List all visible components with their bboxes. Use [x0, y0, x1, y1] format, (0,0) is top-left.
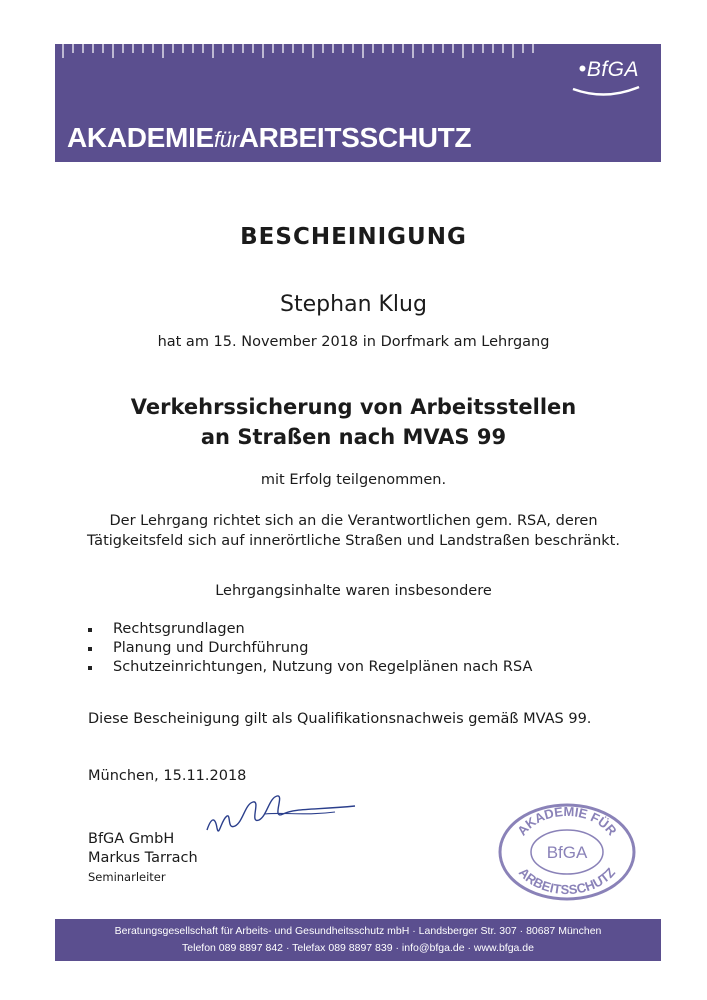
attendance-text: hat am 15. November 2018 in Dorfmark am Lehrgang	[157, 334, 550, 350]
signature-image	[205, 790, 365, 850]
stamp-top-text: AKADEMIE FÜR	[514, 803, 620, 839]
list-item	[88, 639, 532, 658]
academy-title	[67, 122, 471, 154]
bullet-icon	[88, 666, 92, 670]
academy-title-part1: AKADEMIE	[67, 122, 214, 153]
company-name: BfGA GmbH	[88, 831, 175, 847]
description-line1: Der Lehrgang richtet sich an die Verantwortlichen gem. RSA, deren	[109, 513, 598, 529]
academy-title-part3: ARBEITSSCHUTZ	[238, 122, 472, 153]
description-line2: Tätigkeitsfeld sich auf innerörtliche Straßen und Landstraßen beschränkt.	[87, 533, 620, 549]
signatory-role: Seminarleiter	[88, 870, 166, 884]
footer-banner	[55, 919, 661, 961]
contents-heading: Lehrgangsinhalte waren insbesondere	[215, 583, 492, 599]
list-item-text: Planung und Durchführung	[113, 640, 309, 656]
stamp-center-text: BfGA	[546, 843, 588, 862]
logo-swoosh-icon	[571, 85, 641, 99]
signatory-name: Markus Tarrach	[88, 850, 198, 866]
contents-list	[88, 620, 532, 677]
validity-statement: Diese Bescheinigung gilt als Qualifikationsnachweis gemäß MVAS 99.	[88, 711, 592, 727]
course-title	[0, 392, 707, 452]
course-title-line2: an Straßen nach MVAS 99	[200, 425, 507, 449]
bullet-icon	[88, 628, 92, 632]
list-item-text: Schutzeinrichtungen, Nutzung von Regelplänen nach RSA	[113, 659, 533, 675]
list-item	[88, 620, 532, 639]
certificate-title: BESCHEINIGUNG	[240, 224, 467, 250]
stamp-bottom-text: ARBEITSSCHUTZ	[515, 864, 619, 898]
academy-stamp	[497, 802, 637, 902]
course-title-line1: Verkehrssicherung von Arbeitsstellen	[130, 395, 577, 419]
signature-block	[88, 830, 198, 887]
ruler-decoration	[55, 44, 661, 66]
academy-title-part2: für	[213, 127, 239, 152]
course-description	[0, 511, 707, 551]
list-item-text: Rechtsgrundlagen	[113, 621, 245, 637]
svg-text:AKADEMIE FÜR	[514, 804, 620, 839]
header-banner	[55, 44, 661, 162]
bullet-icon	[88, 647, 92, 651]
success-text: mit Erfolg teilgenommen.	[260, 472, 447, 488]
bfga-logo: •BfGA	[578, 56, 639, 81]
bfga-logo-text: BfGA	[586, 58, 639, 81]
participant-name: Stephan Klug	[280, 292, 427, 317]
footer-contact: Telefon 089 8897 842 · Telefax 089 8897 839 · info@bfga.de · www.bfga.de	[182, 942, 534, 954]
list-item	[88, 658, 532, 677]
place-date: München, 15.11.2018	[88, 768, 247, 784]
footer-address: Beratungsgesellschaft für Arbeits- und Gesundheitsschutz mbH · Landsberger Str. 307 · 80687 München	[114, 925, 602, 937]
